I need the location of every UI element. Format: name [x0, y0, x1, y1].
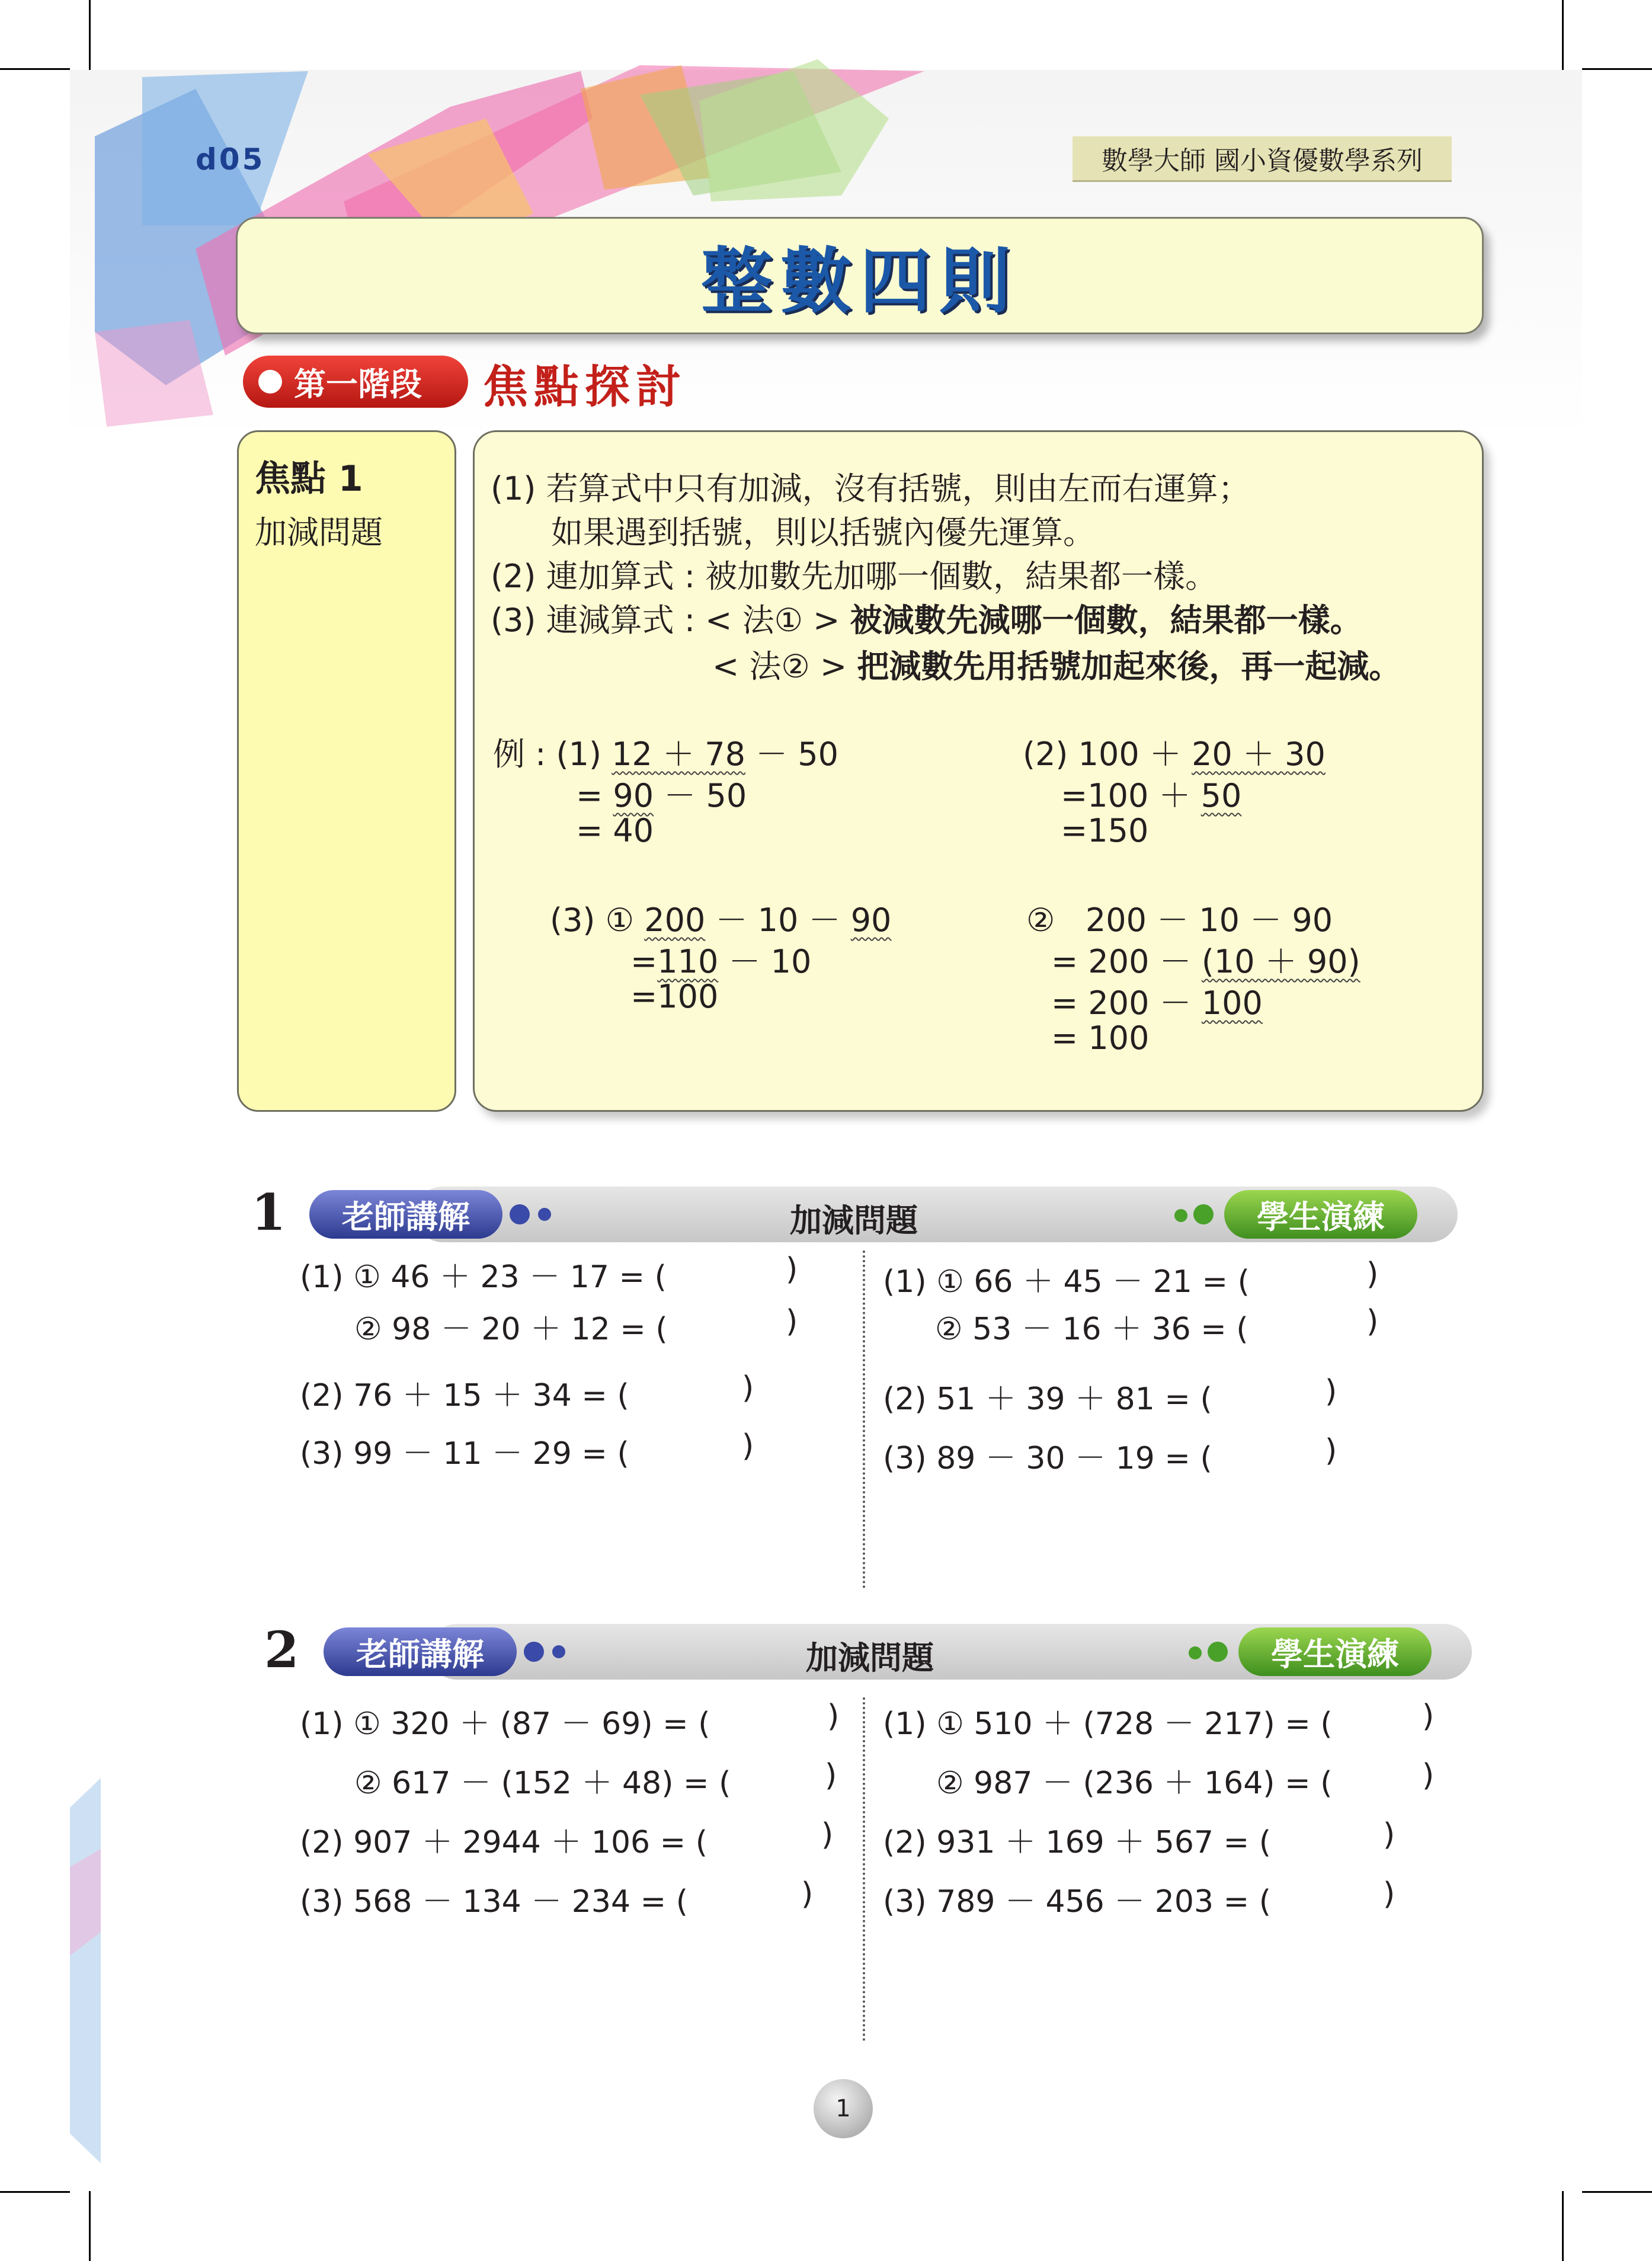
s2-right-q2: (2) 931 ＋ 169 ＋ 567 = ( — [883, 1825, 1271, 1860]
example-3-l2-lead: = — [630, 943, 658, 980]
s1-left-q3: (3) 99 － 11 － 29 = ( — [300, 1436, 629, 1472]
stage-title: 焦點探討 — [483, 360, 687, 413]
close-paren: ) — [742, 1428, 754, 1464]
close-paren: ) — [1325, 1374, 1337, 1409]
close-paren: ) — [742, 1370, 754, 1406]
example-2-line-1 — [1023, 729, 1326, 775]
example-3-lead: (3) ① — [550, 901, 645, 939]
s2-left-q2: (2) 907 ＋ 2944 ＋ 106 = ( — [300, 1825, 708, 1860]
s2-right-q1b: ② 987 － (236 ＋ 164) = ( — [936, 1766, 1333, 1801]
dot-icon — [1208, 1642, 1228, 1662]
s1-left-q1a: (1) ① 46 ＋ 23 － 17 = ( — [300, 1259, 667, 1295]
example-3-highlight-c: 90 — [850, 901, 892, 939]
close-paren: ) — [786, 1252, 798, 1287]
section-2-title: 加減問題 — [806, 1639, 934, 1677]
section-1-divider — [863, 1251, 865, 1588]
rule-1a: (1) 若算式中只有加減，沒有括號，則由左而右運算； — [491, 470, 1250, 507]
s1-right-q1b: ② 53 － 16 ＋ 36 = ( — [935, 1312, 1248, 1347]
example-4-line-3 — [1051, 978, 1263, 1024]
section-1-student-badge: 學生演練 — [1224, 1190, 1417, 1239]
example-4-l3-highlight: 100 — [1201, 984, 1263, 1022]
example-1-rest: － 50 — [745, 735, 838, 773]
example-4-line-4: = 100 — [1051, 1019, 1150, 1057]
s1-left-q2: (2) 76 ＋ 15 ＋ 34 = ( — [300, 1378, 629, 1413]
s2-left-q3: (3) 568 － 134 － 234 = ( — [300, 1884, 688, 1920]
focus-subtitle: 加減問題 — [255, 514, 383, 551]
example-3-line-2 — [630, 936, 811, 982]
s1-right-q2: (2) 51 ＋ 39 ＋ 81 = ( — [883, 1381, 1212, 1417]
example-3-highlight-a: 200 — [644, 901, 706, 939]
stage-label: 第一階段 — [294, 365, 422, 403]
close-paren: ) — [1422, 1758, 1435, 1793]
dot-icon — [524, 1642, 544, 1662]
example-3-line-3: =100 — [630, 978, 719, 1015]
page-number: 1 — [814, 2079, 873, 2138]
s2-left-q1b: ② 617 － (152 ＋ 48) = ( — [354, 1766, 731, 1801]
close-paren: ) — [1383, 1817, 1395, 1853]
example-2-highlight: 20 ＋ 30 — [1192, 735, 1326, 773]
rule-3b-prefix: < 法② > — [712, 648, 857, 685]
rule-2: (2) 連加算式 : 被加數先加哪一個數，結果都一樣。 — [491, 558, 1218, 595]
section-2-student-badge: 學生演練 — [1238, 1627, 1432, 1676]
stage-badge — [243, 356, 468, 408]
example-1-l2-rest: － 50 — [654, 777, 747, 814]
rule-3-bold: 被減數先減哪一個數，結果都一樣。 — [850, 602, 1362, 639]
section-2-teacher-badge: 老師講解 — [324, 1627, 517, 1676]
close-paren: ) — [801, 1876, 814, 1912]
rule-3b — [712, 641, 1401, 687]
close-paren: ) — [1366, 1304, 1379, 1339]
example-2-l2-lead: =100 ＋ — [1061, 777, 1201, 814]
close-paren: ) — [1325, 1433, 1337, 1469]
rule-3-prefix: (3) 連減算式 : < 法① > — [491, 602, 850, 639]
dot-icon — [510, 1204, 530, 1224]
example-3-l2-rest: － 10 — [718, 943, 812, 980]
rule-3 — [491, 595, 1362, 641]
example-2-l2-highlight: 50 — [1200, 777, 1242, 814]
example-3-l2-highlight: 110 — [657, 943, 719, 980]
close-paren: ) — [786, 1304, 798, 1339]
example-1-l2-highlight: 90 — [613, 777, 654, 814]
s1-left-q1b: ② 98 － 20 ＋ 12 = ( — [354, 1312, 668, 1347]
s2-right-q1a: (1) ① 510 ＋ (728 － 217) = ( — [883, 1706, 1333, 1742]
s2-right-q3: (3) 789 － 456 － 203 = ( — [883, 1884, 1271, 1920]
example-1-line-3: = 40 — [576, 812, 654, 849]
close-paren: ) — [825, 1758, 837, 1793]
bullet-icon — [258, 370, 282, 394]
example-4-line-1: ② 200 － 10 － 90 — [1026, 901, 1333, 939]
example-2-line-3: =150 — [1061, 812, 1149, 849]
dot-icon — [1189, 1646, 1202, 1659]
close-paren: ) — [1422, 1699, 1435, 1734]
example-4-line-2 — [1051, 936, 1360, 982]
s1-right-q3: (3) 89 － 30 － 19 = ( — [883, 1441, 1212, 1476]
example-1-lead: 例 : (1) — [493, 735, 612, 773]
close-paren: ) — [1366, 1256, 1379, 1292]
example-2-lead: (2) 100 ＋ — [1023, 735, 1192, 773]
rule-1b: 如果遇到括號，則以括號內優先運算。 — [551, 514, 1095, 551]
example-4-l2-lead: = 200 － — [1051, 943, 1202, 980]
section-1-number: 1 — [251, 1183, 286, 1242]
section-2-divider — [863, 1697, 865, 2041]
example-1-l2-lead: = — [576, 777, 613, 814]
dot-icon — [538, 1208, 551, 1221]
s1-right-q1a: (1) ① 66 ＋ 45 － 21 = ( — [883, 1264, 1250, 1300]
example-3-mid: － 10 － — [705, 901, 851, 939]
close-paren: ) — [821, 1817, 834, 1853]
dot-icon — [1193, 1204, 1214, 1224]
series-label: 數學大師 國小資優數學系列 — [1072, 136, 1452, 182]
example-1-line-1 — [493, 729, 838, 775]
s2-left-q1a: (1) ① 320 ＋ (87 － 69) = ( — [300, 1706, 710, 1742]
page-title: 整數四則 — [701, 241, 1019, 323]
example-2-line-2 — [1061, 770, 1241, 816]
example-3-line-1 — [550, 895, 891, 941]
rule-3b-bold: 把減數先用括號加起來後，再一起減。 — [857, 648, 1401, 685]
title-box — [236, 217, 1484, 334]
section-1-teacher-badge: 老師講解 — [309, 1190, 502, 1239]
close-paren: ) — [1383, 1876, 1395, 1912]
example-4-l2-highlight: (10 ＋ 90) — [1201, 943, 1360, 980]
dot-icon — [552, 1645, 565, 1658]
section-1-title: 加減問題 — [790, 1202, 918, 1239]
example-1-line-2 — [576, 770, 747, 816]
example-4-l3-lead: = 200 － — [1051, 984, 1202, 1022]
focus-label: 焦點 1 — [255, 458, 363, 500]
example-1-highlight: 12 ＋ 78 — [612, 735, 745, 773]
dot-icon — [1174, 1209, 1187, 1222]
section-2-number: 2 — [264, 1620, 299, 1679]
book-code: d05 — [196, 142, 265, 177]
close-paren: ) — [827, 1699, 840, 1734]
